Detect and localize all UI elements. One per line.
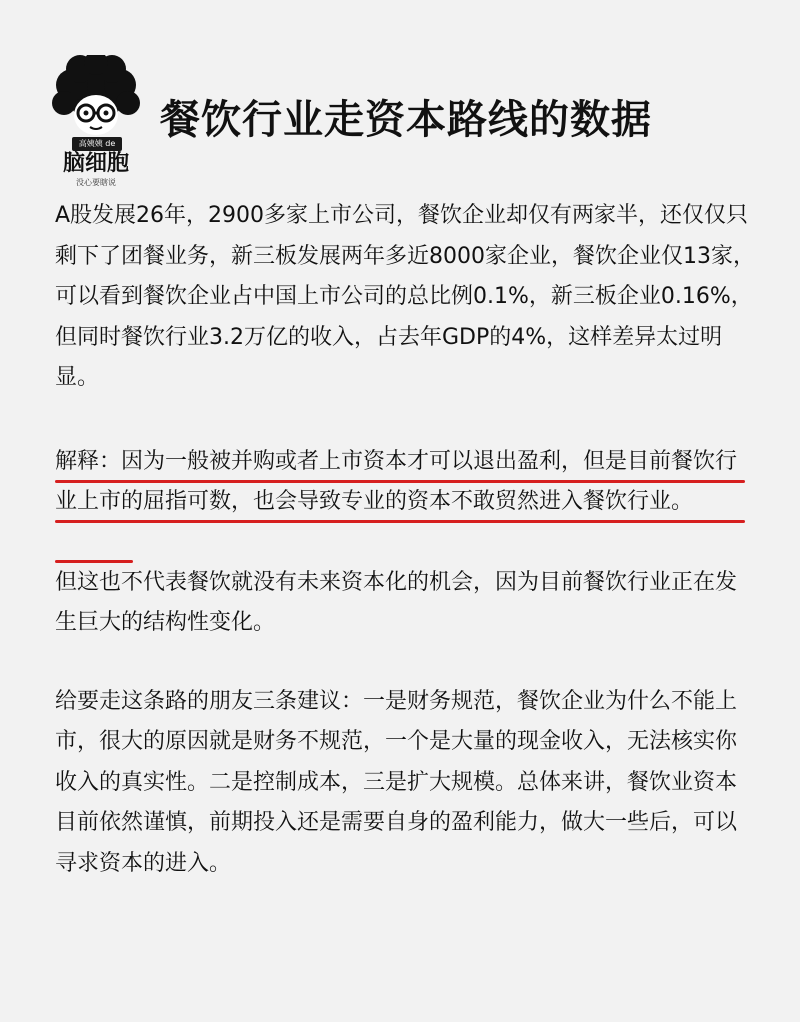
paragraph-statistics: A股发展26年，2900多家上市公司，餐饮企业却仅有两家半，还仅仅只剩下了团餐业务，新三板发展两年多近8000家企业，餐饮企业仅13家，可以看到餐饮企业占中国上市公司的总比例0.1%，新三板企业0.16%，但同时餐饮行业3.2万亿的收入，占去年GDP的4%，这样差异太过明显。 [55, 203, 755, 390]
underline-2 [55, 520, 745, 523]
paragraph-advice: 给要走这条路的朋友三条建议：一是财务规范，餐饮企业为什么不能上市，很大的原因就是财务不规范，一个是大量的现金收入，无法核实你收入的真实性。二是控制成本，三是扩大规模。总体来讲，餐饮业资本目前依然谨慎，前期投入还是需要自身的盈利能力，做大一些后，可以寻求资本的进入。 [55, 688, 738, 876]
highlighted-explanation [55, 442, 755, 523]
page-title: 餐饮行业走资本路线的数据 [160, 97, 652, 143]
article-body [55, 196, 755, 884]
brand-logo [50, 55, 142, 190]
paragraph-explanation: 解释：因为一般被并购或者上市资本才可以退出盈利，但是目前餐饮行业上市的屈指可数，也会导致专业的资本不敢贸然进入餐饮行业。 [55, 448, 738, 514]
underline-3 [55, 560, 133, 563]
paragraph-opportunity: 但这也不代表餐饮就没有未来资本化的机会，因为目前餐饮行业正在发生巨大的结构性变化。 [55, 569, 738, 635]
logo-slogan: 没心要瞎说 [76, 178, 116, 187]
logo-name: 脑细胞 [62, 151, 129, 176]
underline-1 [55, 480, 745, 483]
logo-tag: 高姨姨 de [72, 137, 122, 151]
